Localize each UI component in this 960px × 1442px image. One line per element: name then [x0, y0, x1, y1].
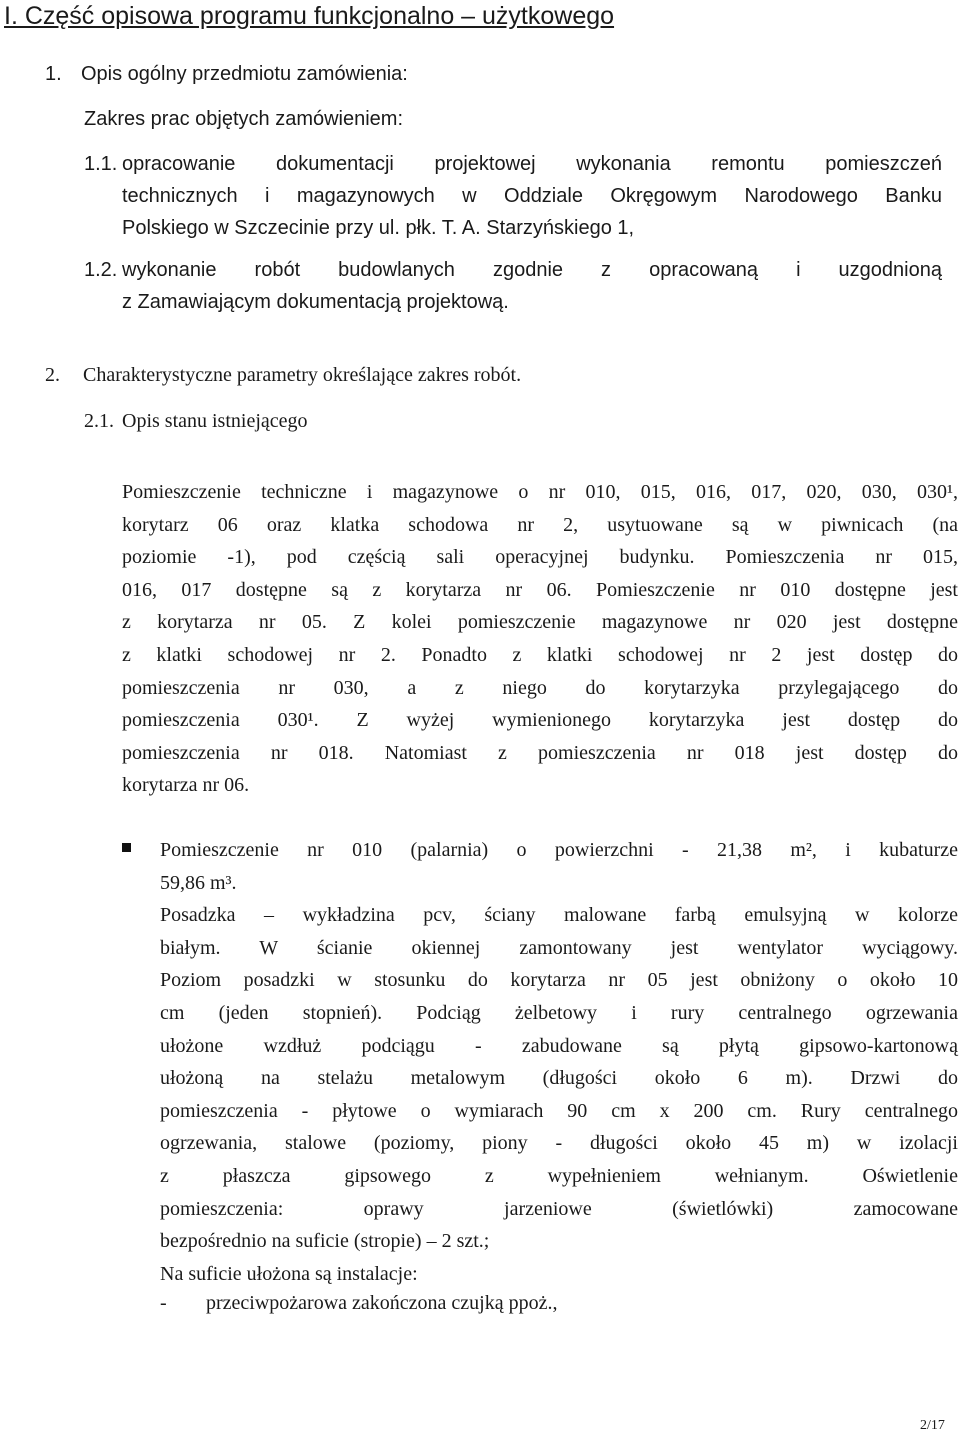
item-number: 1.2.: [84, 259, 118, 281]
square-bullet-icon: [122, 843, 131, 852]
section-1-number: 1.: [45, 63, 62, 85]
page-number: 2/17: [920, 1418, 945, 1433]
paragraph-line: z korytarza nr 05. Z kolei pomieszczenie magazynowe nr 020 jest dostępne: [122, 611, 958, 634]
bullet-line: Na suficie ułożona są instalacje:: [160, 1262, 418, 1285]
item-text: [122, 148, 942, 244]
document-title: I. Część opisowa programu funkcjonalno – użytkowego: [4, 2, 615, 30]
bullet-line: z płaszcza gipsowego z wypełnieniem wełnianym. Oświetlenie: [160, 1164, 958, 1187]
paragraph-line: pomieszczenia nr 018. Natomiast z pomieszczenia nr 018 jest dostęp do: [122, 741, 958, 764]
bullet-line: ułożone wzdłuż podciągu - zabudowane są płytą gipsowo-kartonową: [160, 1034, 958, 1057]
item-line: opracowanie dokumentacji projektowej wykonania remontu pomieszczeń: [122, 153, 942, 175]
item-line: Polskiego w Szczecinie przy ul. płk. T. A. Starzyńskiego 1,: [122, 217, 635, 239]
section-1-title: Opis ogólny przedmiotu zamówienia:: [81, 63, 408, 85]
paragraph-line: z klatki schodowej nr 2. Ponadto z klatki schodowej nr 2 jest dostęp do: [122, 643, 958, 666]
section-2-title: Charakterystyczne parametry określające zakres robót.: [83, 364, 522, 386]
bullet-line: białym. W ścianie okiennej zamontowany jest wentylator wyciągowy.: [160, 936, 958, 959]
bullet-line: pomieszczenia: oprawy jarzeniowe (świetlówki) zamocowane: [160, 1197, 958, 1220]
existing-state-paragraph: [122, 476, 958, 802]
dash-marker: -: [160, 1292, 167, 1314]
item-line: z Zamawiającym dokumentacją projektową.: [122, 291, 509, 313]
paragraph-line: korytarz 06 oraz klatka schodowa nr 2, usytuowane są w piwnicach (na: [122, 513, 958, 536]
paragraph-line: korytarza nr 06.: [122, 774, 250, 797]
subsection-title: Opis stanu istniejącego: [122, 410, 308, 432]
section-2-number: 2.: [45, 364, 60, 386]
bullet-line: bezpośrednio na suficie (stropie) – 2 szt.;: [160, 1230, 490, 1253]
bullet-line: 59,86 m³.: [160, 871, 237, 894]
paragraph-line: pomieszczenia nr 030, a z niego do korytarzyka przylegającego do: [122, 676, 958, 699]
bullet-line: ułożoną na stelażu metalowym (długości około 6 m). Drzwi do: [160, 1067, 958, 1090]
installation-text: przeciwpożarowa zakończona czujką ppoż.,: [206, 1292, 558, 1314]
item-text: [122, 254, 942, 318]
bullet-line: pomieszczenia - płytowe o wymiarach 90 cm x 200 cm. Rury centralnego: [160, 1099, 958, 1122]
paragraph-line: pomieszczenia 030¹. Z wyżej wymienionego korytarzyka jest dostęp do: [122, 709, 958, 732]
bullet-line: ogrzewania, stalowe (poziomy, piony - długości około 45 m) w izolacji: [160, 1132, 958, 1155]
bullet-line: Pomieszczenie nr 010 (palarnia) o powierzchni - 21,38 m², i kubaturze: [160, 839, 958, 861]
paragraph-line: poziomie -1), pod częścią sali operacyjnej budynku. Pomieszczenia nr 015,: [122, 546, 958, 569]
item-number: 1.1.: [84, 153, 118, 175]
paragraph-line: Pomieszczenie techniczne i magazynowe o nr 010, 015, 016, 017, 020, 030, 030¹,: [122, 481, 958, 503]
paragraph-line: 016, 017 dostępne są z korytarza nr 06. Pomieszczenie nr 010 dostępne jest: [122, 578, 958, 601]
bullet-line: Posadzka – wykładzina pcv, ściany malowane farbą emulsyjną w kolorze: [160, 904, 958, 927]
bullet-line: Poziom posadzki w stosunku do korytarza nr 05 jest obniżony o około 10: [160, 969, 958, 992]
subsection-number: 2.1.: [84, 410, 114, 432]
item-line: technicznych i magazynowych w Oddziale Okręgowym Narodowego Banku: [122, 185, 942, 207]
bullet-line: cm (jeden stopnień). Podciąg żelbetowy i rury centralnego ogrzewania: [160, 1001, 958, 1024]
room-010-description: [160, 834, 958, 1290]
subsection-2-1-heading: [84, 410, 308, 433]
item-line: wykonanie robót budowlanych zgodnie z opracowaną i uzgodnioną: [122, 259, 942, 281]
scope-label: Zakres prac objętych zamówieniem:: [84, 108, 404, 130]
